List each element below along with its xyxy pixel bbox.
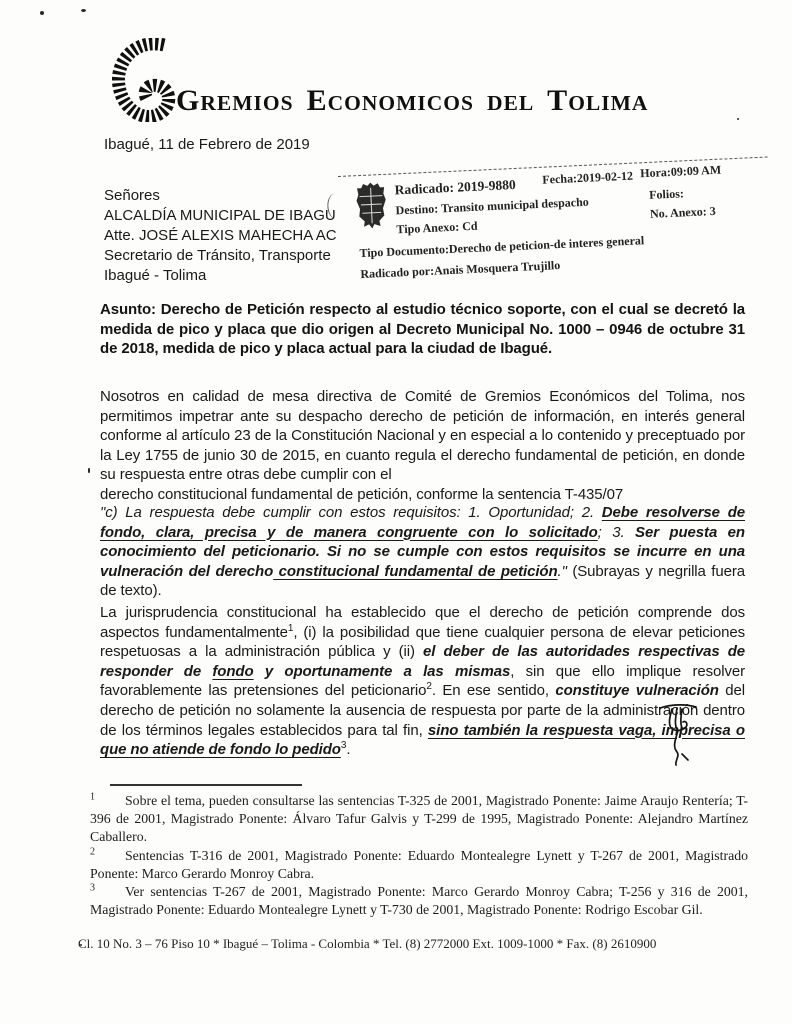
para2-segment: el deber de las autoridades respectivas de responder de (100, 643, 745, 680)
footnote-text: Sentencias T-316 de 2001, Magistrado Ponente: Eduardo Montealegre Lynett y T-267 de 2001, Magistrado Ponente: Marco Gerardo Monroy Cabra. (90, 847, 748, 881)
coat-of-arms-icon (354, 181, 388, 230)
paragraph1-part1: Nosotros en calidad de mesa directiva de Comité de Gremios Económicos del Tolima, nos permitimos impetrar ante su despacho derecho de petición de información, en interés general conforme al artículo 23 de la Constitución Nacional y en especial a lo contenido y preceptuado por la Ley 1755 de junio 30 de 2015, en cuanto regula el derecho fundamental de petición, en donde su respuesta entre otras debe cumplir con el (100, 388, 745, 484)
quote-segment: ; 3. (597, 523, 636, 541)
org-word-rest: DEL (486, 91, 535, 115)
footer-address: Cl. 10 No. 3 – 76 Piso 10 * Ibagué – Tolima - Colombia * Tel. (8) 2772000 Ext. 1009-1000 * Fax. (8) 2610900 (78, 936, 657, 951)
org-name-word (486, 91, 535, 115)
para2-segment: del derecho de petición no solamente la ausencia de respuesta por parte de la administración dentro de los términos legales establecidos para tal fin, (100, 682, 745, 739)
quote-paragraph (100, 503, 745, 601)
para2-segment: fondo (212, 662, 254, 680)
subject-paragraph: Asunto: Derecho de Petición respecto al estudio técnico soporte, con el cual se decretó la medida de pico y placa que dio origen al Decreto Municipal No. 1000 – 0946 de octubre 31 de 2018, medida de pico y placa actual para la ciudad de Ibagué. (100, 301, 745, 358)
quote-segment: Ser puesta en conocimiento del peticionario. Si no se cumple con estos requisitos se incurre en una vulneración del derecho (100, 523, 745, 580)
stamp-border-mark (327, 193, 345, 220)
recipient-line: Atte. JOSÉ ALEXIS MAHECHA AC (104, 227, 337, 244)
scan-speck (737, 118, 739, 120)
stamp-radicado: Radicado: 2019-9880 (394, 176, 517, 198)
org-name-word (176, 84, 294, 117)
dateline: Ibagué, 11 de Febrero de 2019 (104, 136, 310, 153)
quote-segment: ." (557, 562, 573, 580)
para2-segment: . (346, 741, 351, 759)
para2-segment: La jurisprudencia constitucional ha establecido que el derecho de petición comprende dos aspectos fundamentalmente (100, 604, 745, 641)
para2-segment: . En ese sentido, (431, 682, 556, 700)
footnote-1 (90, 792, 748, 847)
footnote-ref-3: 3 (340, 740, 347, 752)
recipient-line: Ibagué - Tolima (104, 267, 207, 284)
para2-segment: sino también la respuesta vaga, imprecisa o que no atiende de fondo lo pedido (100, 721, 745, 759)
stamp-no-anexo: No. Anexo: 3 (649, 203, 716, 221)
footnote-marker: 1 (90, 791, 95, 803)
footnote-ref-1: 1 (287, 622, 294, 634)
stamp-tipo-anexo: Tipo Anexo: Cd (396, 218, 478, 237)
stamp-tipo-documento: Tipo Documento:Derecho de peticion-de interes general (359, 233, 645, 261)
body-paragraph-1 (100, 387, 745, 505)
org-word-initial: G (176, 84, 201, 117)
footnote-separator (110, 784, 302, 786)
footnote-ref-2: 2 (426, 681, 432, 693)
quote-segment: (Subrayas y negrilla fuera de texto). (100, 562, 745, 600)
stamp-fecha: Fecha:2019-02-12 (542, 168, 634, 187)
handwritten-paraph-mark (652, 700, 704, 766)
quote-segment: Debe resolverse de fondo, clara, precisa y de manera congruente con lo solicitado (100, 504, 745, 541)
scan-speck (81, 9, 86, 12)
org-name (176, 84, 696, 118)
stamp-hora: Hora:09:09 AM (639, 162, 722, 181)
recipient-line: Señores (104, 187, 160, 204)
recipient-block (104, 186, 337, 286)
quote-segment: constitucional fundamental de petición (273, 562, 558, 580)
org-word-initial: T (547, 84, 569, 117)
footnote-marker: 3 (90, 882, 95, 894)
paragraph1-part2: derecho constitucional fundamental de petición, conforme la sentencia T-435/07 (100, 485, 624, 503)
footnote-text: Sobre el tema, pueden consultarse las sentencias T-325 de 2001, Magistrado Ponente: Jaime Araujo Rentería; T-396 de 2001, Magistrado Ponente: Álvaro Tafur Galvis y T-299 de 1995, Magistrado Ponente: Alejandro Martínez Caballero. (90, 793, 748, 845)
recipient-line: Secretario de Tránsito, Transporte (104, 247, 331, 264)
org-name-word (306, 84, 474, 117)
org-word-rest: REMIOS (200, 91, 294, 115)
spiral-fan-logo-icon (110, 38, 178, 122)
footnotes-block (90, 792, 748, 919)
para2-segment: constituye vulneración (555, 682, 719, 700)
footnote-3 (90, 883, 748, 919)
footnote-2 (90, 847, 748, 883)
org-word-rest: CONOMICOS (327, 91, 474, 115)
footnote-marker: 2 (90, 846, 95, 858)
footnote-text: Ver sentencias T-267 de 2001, Magistrado Ponente: Marco Gerardo Monroy Cabra; T-256 y 316 de 2001, Magistrado Ponente: Eduardo Montealegre Lynett y T-730 de 2001, Magistrado Ponente: Rodrigo Escobar Gil. (90, 884, 748, 918)
body-paragraph-2 (100, 603, 745, 760)
org-word-rest: OLIMA (568, 91, 649, 115)
para2-segment: , sin que ello implique resolver favorablemente las pretensiones del peticionario (100, 662, 745, 700)
org-name-word (547, 84, 649, 117)
radicado-stamp (338, 156, 773, 288)
para2-segment: y oportunamente a las mismas (253, 662, 511, 680)
scan-speck (40, 11, 44, 15)
scan-speck (88, 468, 90, 473)
org-word-initial: E (306, 84, 328, 117)
recipient-line: ALCALDÍA MUNICIPAL DE IBAGU (104, 207, 336, 224)
stamp-folios: Folios: (648, 186, 685, 202)
quote-segment: "c) La respuesta debe cumplir con estos requisitos: 1. Oportunidad; 2. (100, 504, 602, 521)
stamp-radicado-por: Radicado por:Anais Mosquera Trujillo (360, 258, 561, 282)
para2-segment: , (i) la posibilidad que tiene cualquier persona de elevar peticiones respetuosas a la administración pública y (ii) (100, 623, 746, 661)
stamp-destino: Destino: Transito municipal despacho (395, 194, 589, 218)
